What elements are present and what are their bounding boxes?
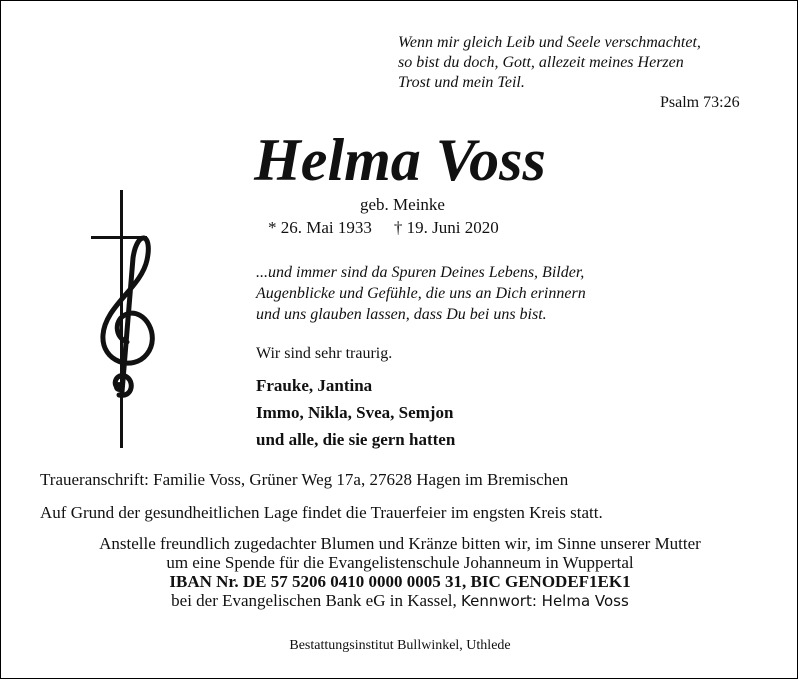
maiden-name: geb. Meinke — [360, 195, 445, 214]
funeral-home: Bestattungsinstitut Bullwinkel, Uthlede — [289, 638, 511, 653]
verse-line: so bist du doch, Gott, allezeit meines Herzen — [398, 54, 684, 71]
donation-request — [0, 534, 800, 611]
bank-name: bei der Evangelischen Bank eG in Kassel, — [171, 591, 457, 610]
bible-verse — [398, 33, 778, 93]
verse-line: Wenn mir gleich Leib und Seele verschmachtet, — [398, 34, 701, 51]
mourner-names: Immo, Nikla, Svea, Semjon — [256, 403, 454, 422]
cross-with-treble-clef-icon — [75, 190, 185, 450]
donation-line: Anstelle freundlich zugedachter Blumen und Kränze bitten wir, im Sinne unserer Mutter — [99, 534, 701, 553]
deceased-name: Helma Voss — [254, 127, 546, 193]
mourners-list — [256, 372, 455, 453]
ceremony-notice: Auf Grund der gesundheitlichen Lage findet die Trauerfeier im engsten Kreis statt. — [40, 503, 603, 522]
donation-keyword: Kennwort: Helma Voss — [461, 592, 629, 610]
mourners-intro: Wir sind sehr traurig. — [256, 345, 393, 362]
memorial-quote — [256, 262, 586, 325]
mourning-address: Traueranschrift: Familie Voss, Grüner Weg 17a, 27628 Hagen im Bremischen — [40, 470, 569, 489]
life-dates — [268, 218, 499, 238]
verse-source: Psalm 73:26 — [660, 94, 740, 111]
birth-date: * 26. Mai 1933 — [268, 218, 372, 237]
quote-line: Augenblicke und Gefühle, die uns an Dich erinnern — [256, 285, 586, 302]
donation-line: um eine Spende für die Evangelistenschule Johanneum in Wuppertal — [166, 553, 634, 572]
bank-details: IBAN Nr. DE 57 5206 0410 0000 0005 31, BIC GENODEF1EK1 — [169, 572, 631, 591]
quote-line: und uns glauben lassen, dass Du bei uns bist. — [256, 306, 547, 323]
verse-line: Trost und mein Teil. — [398, 74, 525, 91]
bank-line — [0, 591, 800, 611]
death-date: † 19. Juni 2020 — [393, 218, 499, 237]
quote-line: ...und immer sind da Spuren Deines Lebens, Bilder, — [256, 264, 585, 281]
mourner-names: und alle, die sie gern hatten — [256, 430, 456, 449]
mourner-names: Frauke, Jantina — [256, 376, 373, 395]
